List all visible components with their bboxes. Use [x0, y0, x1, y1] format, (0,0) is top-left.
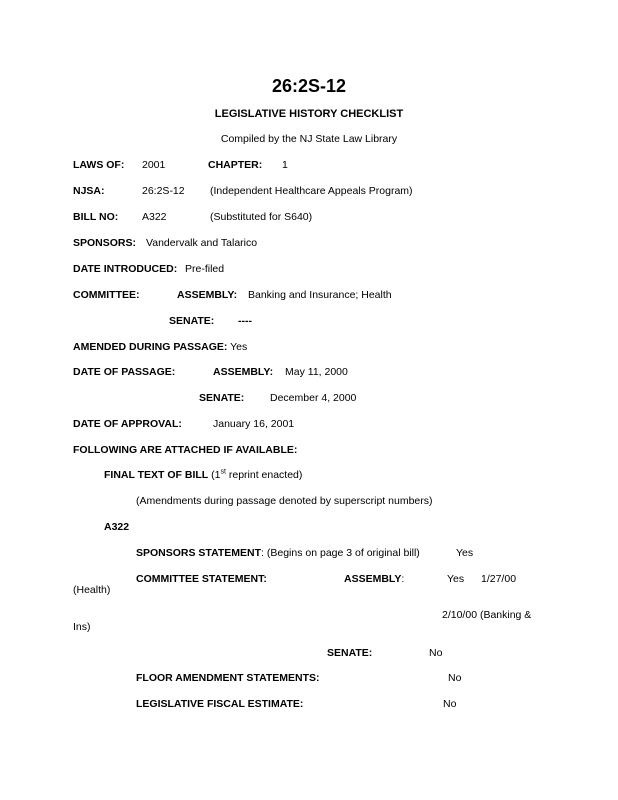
final-text-note-open: (1 — [211, 469, 221, 481]
committee-statement-senate-label: SENATE: — [327, 647, 373, 659]
passage-assembly-value: May 11, 2000 — [285, 366, 348, 378]
passage-assembly-label: ASSEMBLY: — [213, 366, 274, 378]
passage-senate-value: December 4, 2000 — [270, 392, 357, 404]
sponsors-statement-value: Yes — [456, 547, 474, 559]
sponsors-value: Vandervalk and Talarico — [146, 237, 258, 249]
njsa-note: (Independent Healthcare Appeals Program) — [210, 185, 413, 197]
laws-of-value: 2001 — [142, 159, 166, 171]
njsa-label: NJSA: — [73, 185, 105, 197]
amended-label: AMENDED DURING PASSAGE: — [73, 341, 228, 353]
committee-statement-date1-committee: (Health) — [73, 584, 111, 596]
committee-statement-date2-cont: Ins) — [73, 621, 91, 633]
passage-senate-label: SENATE: — [199, 392, 245, 404]
committee-statement-assembly-colon: : — [401, 573, 405, 585]
fiscal-estimate-value: No — [443, 698, 457, 710]
committee-senate-label: SENATE: — [169, 315, 215, 327]
date-introduced-value: Pre-filed — [185, 263, 225, 275]
sponsors-statement-note: : (Begins on page 3 of original bill) — [261, 547, 420, 559]
date-of-passage-label: DATE OF PASSAGE: — [73, 366, 176, 378]
attached-heading: FOLLOWING ARE ATTACHED IF AVAILABLE: — [73, 444, 298, 456]
chapter-value: 1 — [282, 159, 288, 171]
committee-statement-date2: 2/10/00 (Banking & — [442, 609, 532, 621]
bill-no-value: A322 — [142, 211, 167, 223]
committee-statement-senate-value: No — [429, 647, 443, 659]
committee-statement-assembly-label: ASSEMBLY — [344, 573, 402, 585]
final-text-note-sup: st — [220, 468, 226, 476]
fiscal-estimate-label: LEGISLATIVE FISCAL ESTIMATE: — [136, 698, 304, 710]
amendments-note: (Amendments during passage denoted by superscript numbers) — [136, 495, 433, 507]
final-text-label: FINAL TEXT OF BILL — [104, 469, 209, 481]
committee-statement-assembly-value: Yes — [447, 573, 465, 585]
bill-no-note: (Substituted for S640) — [210, 211, 313, 223]
final-text-row — [104, 470, 302, 481]
date-of-approval-label: DATE OF APPROVAL: — [73, 418, 182, 430]
committee-assembly-label: ASSEMBLY: — [177, 289, 238, 301]
sponsors-label: SPONSORS: — [73, 237, 137, 249]
laws-of-label: LAWS OF: — [73, 159, 125, 171]
compiled-by: Compiled by the NJ State Law Library — [220, 133, 398, 145]
committee-statement-label: COMMITTEE STATEMENT: — [136, 573, 267, 585]
sponsors-statement-row — [136, 548, 420, 559]
bill-no-label: BILL NO: — [73, 211, 119, 223]
chapter-label: CHAPTER: — [208, 159, 263, 171]
njsa-value: 26:2S-12 — [142, 185, 185, 197]
committee-statement-date1: 1/27/00 — [481, 573, 517, 585]
amended-row — [73, 342, 247, 353]
page-title: 26:2S-12 — [271, 76, 347, 96]
floor-amendment-label: FLOOR AMENDMENT STATEMENTS: — [136, 672, 320, 684]
committee-statement-assembly — [344, 574, 404, 585]
bill-reference: A322 — [104, 521, 130, 533]
date-of-approval-value: January 16, 2001 — [213, 418, 295, 430]
committee-label: COMMITTEE: — [73, 289, 140, 301]
amended-value: Yes — [230, 341, 248, 353]
floor-amendment-value: No — [448, 672, 462, 684]
sponsors-statement-label: SPONSORS STATEMENT — [136, 547, 262, 559]
final-text-note-rest: reprint enacted) — [225, 469, 303, 481]
checklist-heading: LEGISLATIVE HISTORY CHECKLIST — [214, 108, 404, 120]
date-introduced-label: DATE INTRODUCED: — [73, 263, 178, 275]
committee-assembly-value: Banking and Insurance; Health — [248, 289, 392, 301]
committee-senate-value: ---- — [238, 315, 252, 327]
